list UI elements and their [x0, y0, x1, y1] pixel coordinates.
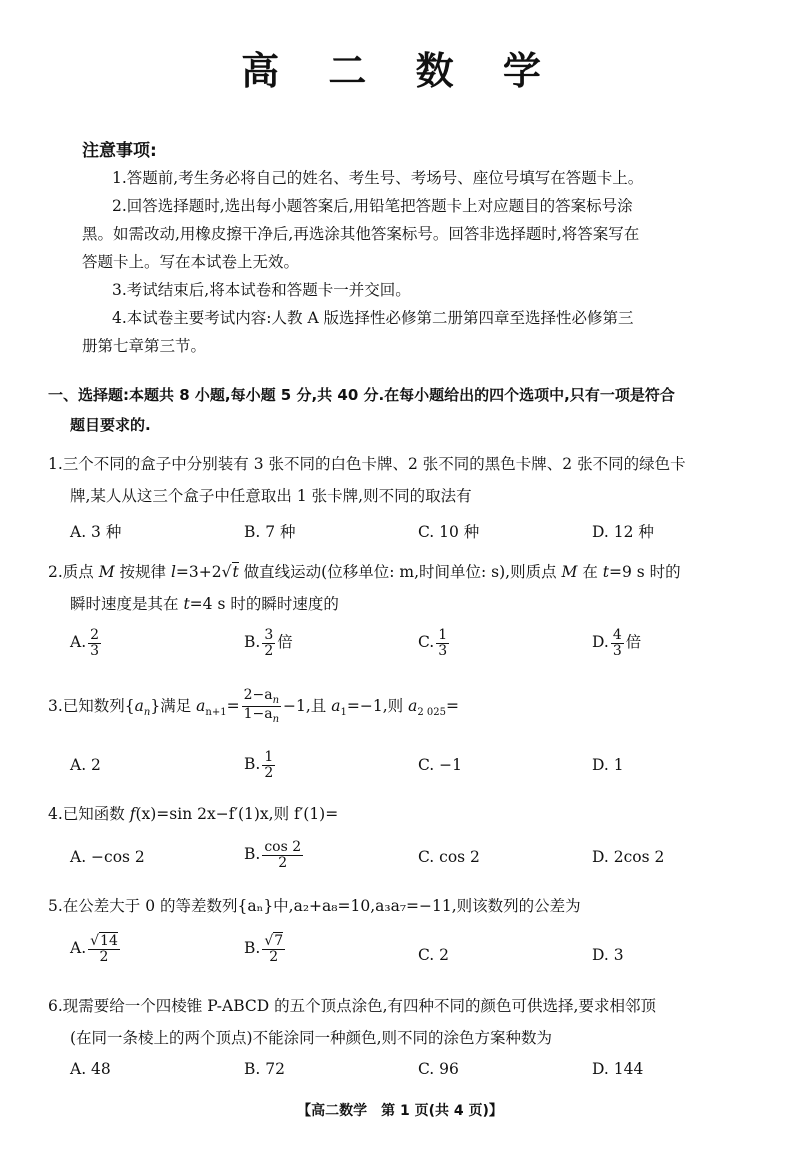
notice-line-3: 黑。如需改动,用橡皮擦干净后,再选涂其他答案标号。回答非选择题时,将答案写在: [82, 225, 640, 243]
question-1-option-a: A. 3 种: [70, 523, 122, 541]
question-3-option-d: D. 1: [592, 756, 624, 774]
question-3-option-b: B. $\frac{1}{2}$: [244, 749, 274, 781]
question-2-line-1: 2.质点 M 按规律 l=3+2√t 做直线运动(位移单位: m,时间单位: s),则质点 M 在 t=9 s 时的: [48, 563, 681, 581]
question-4-option-c: C. cos 2: [418, 848, 480, 866]
question-2-option-c: C. $\frac{1}{3}$: [418, 627, 448, 659]
notice-line-7: 册第七章第三节。: [82, 337, 207, 355]
question-2-option-b: B. $\frac{3}{2}$ 倍: [244, 627, 293, 659]
question-6-option-d: D. 144: [592, 1060, 644, 1078]
question-6-option-b: B. 72: [244, 1060, 285, 1078]
question-1-line-2: 牌,某人从这三个盒子中任意取出 1 张卡牌,则不同的取法有: [70, 487, 472, 505]
notice-line-5: 3.考试结束后,将本试卷和答题卡一并交回。: [112, 281, 411, 299]
question-4-option-b: B. $\frac{\cos 2}{2}$: [244, 839, 302, 871]
question-2-line-2: 瞬时速度是其在 t=4 s 时的瞬时速度的: [70, 595, 339, 613]
question-1-line-1: 1.三个不同的盒子中分别装有 3 张不同的白色卡牌、2 张不同的黑色卡牌、2 张不同的绿色卡: [48, 455, 686, 473]
notice-line-2: 2.回答选择题时,选出每小题答案后,用铅笔把答题卡上对应题目的答案标号涂: [112, 197, 633, 215]
sqrt-symbol: √: [221, 563, 232, 581]
question-5-option-b: B. $\frac{√7}{2}$: [244, 933, 284, 965]
question-5-stem: 5.在公差大于 0 的等差数列{aₙ}中,a₂+a₈=10,a₃a₇=−11,则该数列的公差为: [48, 897, 581, 915]
page-title: 高 二 数 学: [241, 49, 559, 93]
notice-line-4: 答题卡上。写在本试卷上无效。: [82, 253, 300, 271]
question-3-option-c: C. −1: [418, 756, 463, 774]
notice-line-1: 1.答题前,考生务必将自己的姓名、考生号、考场号、座位号填写在答题卡上。: [112, 169, 644, 187]
question-6-option-a: A. 48: [70, 1060, 111, 1078]
question-1-option-d: D. 12 种: [592, 523, 654, 541]
question-1-option-b: B. 7 种: [244, 523, 296, 541]
question-4-option-a: A. −cos 2: [70, 848, 145, 866]
question-2-option-d: D. $\frac{4}{3}$ 倍: [592, 627, 642, 659]
section-heading-line-1: 一、选择题:本题共 8 小题,每小题 5 分,共 40 分.在每小题给出的四个选项中,只有一项是符合: [48, 386, 675, 404]
question-3-option-a: A. 2: [70, 756, 101, 774]
question-5-option-c: C. 2: [418, 946, 450, 964]
question-3-stem: 3.已知数列$\{a_n\}$满足 $a_{n+1}=$ $\frac{2-a_n}{1-a_n}$ −1,且 $a_1=-1$,则 $a_{2 025}=$: [48, 687, 459, 726]
question-1-option-c: C. 10 种: [418, 523, 480, 541]
question-6-line-1: 6.现需要给一个四棱锥 P-ABCD 的五个顶点涂色,有四种不同的颜色可供选择,要求相邻顶: [48, 997, 656, 1015]
section-heading-line-2: 题目要求的.: [70, 416, 151, 434]
question-5-option-a: A. $\frac{√14}{2}$: [70, 933, 118, 965]
question-6-line-2: (在同一条棱上的两个顶点)不能涂同一种颜色,则不同的涂色方案种数为: [70, 1029, 553, 1047]
notice-heading: 注意事项:: [82, 141, 157, 161]
question-6-option-c: C. 96: [418, 1060, 459, 1078]
notice-line-6: 4.本试卷主要考试内容:人教 A 版选择性必修第二册第四章至选择性必修第三: [112, 309, 634, 327]
question-4-option-d: D. 2cos 2: [592, 848, 665, 866]
page-footer: 【高二数学 第 1 页(共 4 页)】: [297, 1103, 503, 1119]
question-4-stem: 4.已知函数 f(x)=sin 2x−f′(1)x,则 f′(1)=: [48, 805, 339, 823]
question-2-option-a: A. $\frac{2}{3}$: [70, 627, 100, 659]
question-5-option-d: D. 3: [592, 946, 624, 964]
